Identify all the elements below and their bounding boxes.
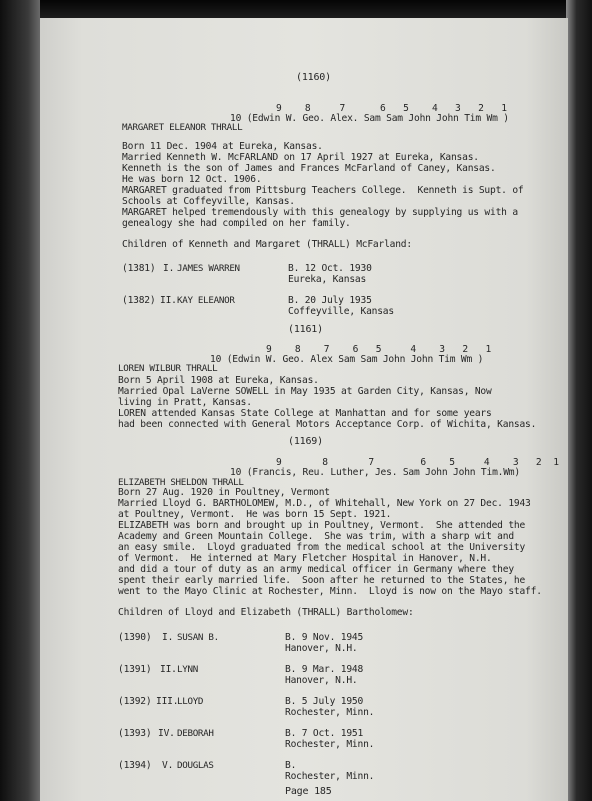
scanner-bed-right	[566, 0, 592, 801]
paragraph-line: Born 5 April 1908 at Eureka, Kansas.	[118, 375, 319, 386]
paragraph-line: and did a tour of duty as an army medical officer in Germany where they	[118, 564, 514, 575]
genealogy-page	[40, 18, 568, 801]
child-birth: B. 20 July 1935	[288, 295, 372, 306]
paragraph-line: Married Lloyd G. BARTHOLOMEW, M.D., of Whitehall, New York on 27 Dec. 1943	[118, 498, 531, 509]
children-heading: Children of Lloyd and Elizabeth (THRALL) Bartholomew:	[118, 607, 414, 618]
paragraph-line: an easy smile. Lloyd graduated from the medical school at the University	[118, 542, 526, 553]
child-name: LYNN	[177, 664, 198, 675]
child-birth: B. 12 Oct. 1930	[288, 263, 372, 274]
lineage-line: 10 (Francis, Reu. Luther, Jes. Sam John John Tim.Wm)	[230, 467, 520, 478]
child-place: Rochester, Minn.	[285, 707, 375, 718]
generation-numbers: 9 8 7 6 5 4 3 2 1	[276, 457, 560, 468]
paragraph-line: had been connected with General Motors Acceptance Corp. of Wichita, Kansas.	[118, 419, 537, 430]
child-name: LLOYD	[177, 696, 204, 707]
page-footer: Page 185	[285, 786, 332, 797]
paragraph-line: Schools at Coffeyville, Kansas.	[122, 196, 295, 207]
paragraph-line: Married Opal LaVerne SOWELL in May 1935 at Garden City, Kansas, Now	[118, 386, 492, 397]
child-birth: B.	[285, 760, 297, 771]
child-birth: B. 9 Nov. 1945	[285, 632, 364, 643]
paragraph-line: LOREN attended Kansas State College at Manhattan and for some years	[118, 408, 492, 419]
child-place: Hanover, N.H.	[285, 675, 358, 686]
child-number: (1391)	[118, 664, 152, 675]
child-place: Hanover, N.H.	[285, 643, 358, 654]
paragraph-line: Born 11 Dec. 1904 at Eureka, Kansas.	[122, 141, 323, 152]
child-number: (1382)	[122, 295, 156, 306]
child-name: KAY ELEANOR	[177, 295, 235, 306]
child-roman: I.	[162, 632, 174, 643]
paragraph-line: MARGARET helped tremendously with this genealogy by supplying us with a	[122, 207, 518, 218]
paragraph-line: Married Kenneth W. McFARLAND on 17 April 1927 at Eureka, Kansas.	[122, 152, 479, 163]
paragraph-line: Academy and Green Mountain College. She was trim, with a sharp wit and	[118, 531, 514, 542]
child-place: Rochester, Minn.	[285, 739, 375, 750]
lineage-line: 10 (Edwin W. Geo. Alex Sam Sam John John Tim Wm )	[210, 354, 484, 365]
child-number: (1394)	[118, 760, 152, 771]
child-roman: I.	[163, 263, 175, 274]
child-roman: II.	[160, 295, 177, 306]
paragraph-line: went to the Mayo Clinic at Rochester, Minn. Lloyd is now on the Mayo staff.	[118, 586, 542, 597]
child-number: (1381)	[122, 263, 156, 274]
paragraph-line: MARGARET graduated from Pittsburg Teachers College. Kenneth is Supt. of	[122, 185, 524, 196]
paragraph-line: He was born 12 Oct. 1906.	[122, 174, 262, 185]
child-name: DOUGLAS	[177, 760, 214, 771]
child-number: (1390)	[118, 632, 152, 643]
child-place: Rochester, Minn.	[285, 771, 375, 782]
person-name: ELIZABETH SHELDON THRALL	[118, 477, 244, 488]
child-roman: III.	[156, 696, 179, 707]
child-roman: IV.	[158, 728, 175, 739]
child-place: Coffeyville, Kansas	[288, 306, 394, 317]
child-number: (1393)	[118, 728, 152, 739]
generation-numbers: 9 8 7 6 5 4 3 2 1	[276, 103, 508, 114]
child-birth: B. 5 July 1950	[285, 696, 364, 707]
paragraph-line: living in Pratt, Kansas.	[118, 397, 252, 408]
child-number: (1392)	[118, 696, 152, 707]
child-name: DEBORAH	[177, 728, 214, 739]
child-birth: B. 9 Mar. 1948	[285, 664, 364, 675]
paragraph-line: Kenneth is the son of James and Frances McFarland of Caney, Kansas.	[122, 163, 496, 174]
generation-numbers: 9 8 7 6 5 4 3 2 1	[266, 344, 492, 355]
paragraph-line: at Poultney, Vermont. He was born 15 Sept. 1921.	[118, 509, 392, 520]
child-name: SUSAN B.	[177, 632, 219, 643]
paragraph-line: spent their early married life. Soon after he returned to the States, he	[118, 575, 526, 586]
page-header-number: (1160)	[296, 72, 331, 83]
paragraph-line: genealogy she had compiled on her family.	[122, 218, 351, 229]
person-name: MARGARET ELEANOR THRALL	[122, 122, 243, 133]
person-name: LOREN WILBUR THRALL	[118, 363, 218, 374]
section-number: (1161)	[288, 324, 323, 335]
lineage-line: 10 (Edwin W. Geo. Alex. Sam Sam John John Tim Wm )	[230, 113, 509, 124]
children-heading: Children of Kenneth and Margaret (THRALL) McFarland:	[122, 239, 412, 250]
paragraph-line: Born 27 Aug. 1920 in Poultney, Vermont	[118, 487, 330, 498]
paragraph-line: ELIZABETH was born and brought up in Poultney, Vermont. She attended the	[118, 520, 526, 531]
child-birth: B. 7 Oct. 1951	[285, 728, 364, 739]
child-roman: V.	[162, 760, 174, 771]
paragraph-line: of Vermont. He interned at Mary Fletcher Hospital in Hanover, N.H.	[118, 553, 492, 564]
section-number: (1169)	[288, 436, 323, 447]
child-name: JAMES WARREN	[177, 263, 240, 274]
child-place: Eureka, Kansas	[288, 274, 367, 285]
child-roman: II.	[160, 664, 177, 675]
scanner-bed-left	[0, 0, 40, 801]
